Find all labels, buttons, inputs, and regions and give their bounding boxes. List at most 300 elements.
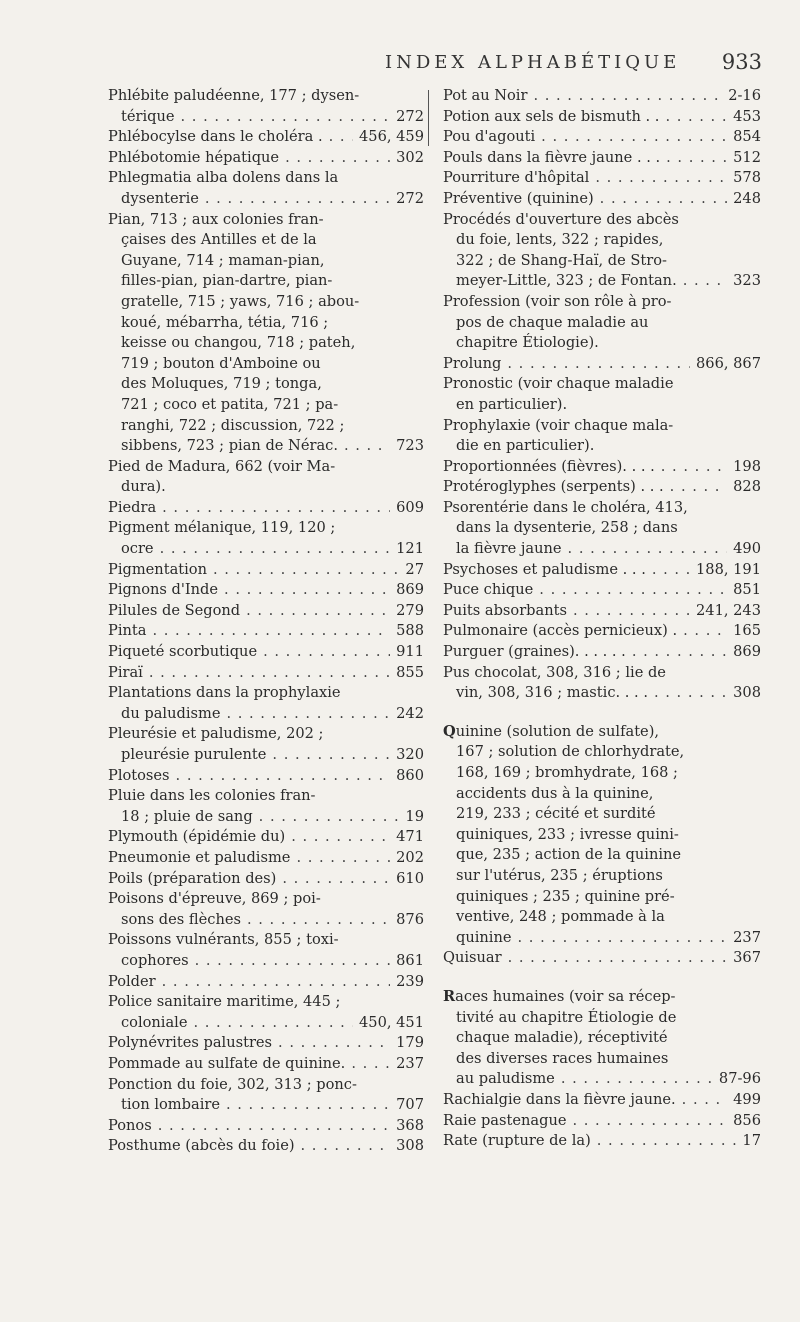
entry-text: cophores bbox=[121, 951, 189, 969]
entry-text: meyer-Little, 323 ; de Fontan. bbox=[456, 272, 677, 290]
entry-text: du paludisme bbox=[121, 704, 221, 722]
page-reference: 610 bbox=[396, 869, 424, 887]
entry-line bbox=[108, 292, 424, 313]
index-entry bbox=[108, 766, 424, 787]
entry-line bbox=[443, 1028, 761, 1049]
page-reference: 869 bbox=[733, 643, 761, 661]
entry-line bbox=[443, 928, 761, 949]
dot-leader bbox=[158, 1116, 390, 1137]
page-reference: 367 bbox=[733, 949, 761, 967]
page-reference: 876 bbox=[396, 910, 424, 928]
index-entry bbox=[443, 987, 761, 1090]
entry-line bbox=[108, 271, 424, 292]
dot-leader bbox=[176, 766, 391, 787]
entry-line bbox=[443, 271, 761, 292]
entry-line bbox=[108, 416, 424, 437]
dot-leader bbox=[670, 477, 727, 498]
dot-leader bbox=[160, 539, 391, 560]
dot-leader bbox=[351, 1054, 390, 1075]
entry-line bbox=[108, 889, 424, 910]
entry-text: Pommade au sulfate de quinine. bbox=[108, 1054, 346, 1072]
dot-leader bbox=[205, 189, 390, 210]
entry-text: 167 ; solution de chlorhydrate, bbox=[456, 743, 685, 761]
entry-line bbox=[443, 560, 761, 581]
index-entry bbox=[443, 86, 761, 107]
dot-leader bbox=[162, 972, 391, 993]
entry-line bbox=[443, 127, 761, 148]
entry-line bbox=[108, 848, 424, 869]
entry-text: Rachialgie dans la fièvre jaune. bbox=[443, 1090, 676, 1108]
entry-text: Phlébocylse dans le choléra . bbox=[108, 128, 323, 146]
entry-line bbox=[443, 395, 761, 416]
entry-text: Piqueté scorbutique bbox=[108, 643, 258, 661]
index-entry bbox=[443, 148, 761, 169]
entry-text: ocre bbox=[121, 540, 154, 558]
page-reference: 609 bbox=[396, 498, 424, 516]
entry-line bbox=[443, 436, 761, 457]
dot-leader bbox=[282, 869, 390, 890]
entry-text: Ponction du foie, 302, 313 ; ponc- bbox=[108, 1075, 357, 1093]
entry-text: Prolung bbox=[443, 354, 502, 372]
dot-leader bbox=[568, 539, 728, 560]
page-reference: 239 bbox=[396, 972, 424, 990]
entry-text: dura). bbox=[121, 478, 166, 496]
page-reference: 279 bbox=[396, 601, 424, 619]
entry-text: Pigmentation bbox=[108, 560, 207, 578]
entry-text: Polynévrites palustres bbox=[108, 1034, 273, 1052]
entry-line bbox=[108, 580, 424, 601]
index-entry bbox=[443, 601, 761, 622]
entry-line bbox=[443, 722, 761, 743]
index-entry bbox=[108, 457, 424, 498]
entry-line bbox=[443, 907, 761, 928]
dot-leader bbox=[572, 1111, 727, 1132]
entry-line bbox=[108, 601, 424, 622]
dot-leader bbox=[272, 745, 390, 766]
entry-line bbox=[108, 1095, 424, 1116]
entry-line bbox=[108, 477, 424, 498]
index-entry bbox=[443, 107, 761, 128]
entry-text: Pigment mélanique, 119, 120 ; bbox=[108, 519, 336, 537]
page-reference: 866, 867 bbox=[696, 354, 761, 372]
entry-text: Phlébotomie hépatique bbox=[108, 148, 280, 166]
index-entry bbox=[108, 168, 424, 209]
entry-line bbox=[108, 786, 424, 807]
index-entry bbox=[108, 1075, 424, 1116]
index-entry bbox=[443, 722, 761, 949]
index-entry bbox=[443, 663, 761, 704]
dot-leader bbox=[561, 1069, 713, 1090]
page-reference: 578 bbox=[733, 169, 761, 187]
entry-line bbox=[108, 704, 424, 725]
entry-text: Psorentérie dans le choléra, 413, bbox=[443, 498, 688, 516]
dot-leader bbox=[682, 1090, 727, 1111]
page-reference: 854 bbox=[733, 128, 761, 146]
index-entry bbox=[443, 1090, 761, 1111]
entry-text: die en particulier). bbox=[456, 437, 595, 455]
entry-text: accidents dus à la quinine, bbox=[456, 784, 654, 802]
dot-leader bbox=[296, 848, 390, 869]
entry-line bbox=[108, 951, 424, 972]
dot-leader bbox=[226, 704, 390, 725]
entry-line bbox=[443, 763, 761, 784]
entry-text: Procédés d'ouverture des abcès bbox=[443, 210, 679, 228]
entry-text: Police sanitaire maritime, 445 ; bbox=[108, 993, 341, 1011]
index-entry bbox=[108, 663, 424, 684]
index-entry bbox=[443, 1131, 761, 1152]
dot-leader bbox=[329, 127, 353, 148]
entry-text: Pneumonie et paludisme bbox=[108, 848, 291, 866]
dot-leader bbox=[291, 827, 390, 848]
entry-line bbox=[108, 436, 424, 457]
index-entry bbox=[108, 930, 424, 971]
entry-line bbox=[443, 580, 761, 601]
entry-line bbox=[443, 1008, 761, 1029]
entry-line bbox=[443, 887, 761, 908]
entry-line bbox=[108, 86, 424, 107]
entry-line bbox=[443, 1111, 761, 1132]
index-entry bbox=[108, 1116, 424, 1137]
index-entry bbox=[108, 827, 424, 848]
entry-line bbox=[443, 498, 761, 519]
entry-text: que, 235 ; action de la quinine bbox=[456, 846, 682, 864]
page-reference: 860 bbox=[396, 766, 424, 784]
page-reference: 456, 459 bbox=[359, 128, 424, 146]
entry-text: Pou d'agouti bbox=[443, 128, 536, 146]
dot-leader bbox=[213, 560, 399, 581]
dot-leader bbox=[301, 1136, 391, 1157]
dot-leader bbox=[508, 948, 728, 969]
dot-leader bbox=[665, 107, 727, 128]
page-reference: 188, 191 bbox=[696, 560, 761, 578]
entry-text: sur l'utérus, 235 ; éruptions bbox=[456, 866, 663, 884]
entry-text: çaises des Antilles et de la bbox=[121, 231, 317, 249]
dot-leader bbox=[597, 1131, 737, 1152]
dot-leader bbox=[195, 951, 391, 972]
entry-line bbox=[108, 1075, 424, 1096]
entry-line bbox=[443, 168, 761, 189]
entry-text: Piedra bbox=[108, 498, 157, 516]
index-entry bbox=[443, 189, 761, 210]
entry-line bbox=[443, 1131, 761, 1152]
entry-text: chapitre Étiologie). bbox=[456, 334, 599, 352]
entry-line bbox=[108, 807, 424, 828]
dot-leader bbox=[652, 560, 690, 581]
entry-line bbox=[108, 313, 424, 334]
dot-leader bbox=[246, 601, 390, 622]
entry-line bbox=[108, 621, 424, 642]
page-reference: 198 bbox=[733, 457, 761, 475]
page-reference: 499 bbox=[733, 1090, 761, 1108]
entry-text: Pouls dans la fièvre jaune . . . bbox=[443, 148, 661, 166]
running-title: INDEX ALPHABÉTIQUE bbox=[385, 52, 681, 73]
index-entry bbox=[108, 560, 424, 581]
entry-line bbox=[108, 1033, 424, 1054]
entry-line bbox=[443, 374, 761, 395]
index-entry bbox=[108, 148, 424, 169]
letter-section-gap bbox=[443, 969, 761, 987]
entry-text: Pian, 713 ; aux colonies fran- bbox=[108, 210, 324, 228]
index-entry bbox=[443, 457, 761, 478]
entry-line bbox=[443, 1049, 761, 1070]
page-header bbox=[385, 52, 762, 82]
dot-leader bbox=[683, 621, 727, 642]
entry-line bbox=[108, 1013, 424, 1034]
dot-leader bbox=[181, 107, 391, 128]
page-reference: 121 bbox=[396, 540, 424, 558]
entry-text: 219, 233 ; cécité et surdité bbox=[456, 805, 656, 823]
entry-text: 721 ; coco et patita, 721 ; pa- bbox=[121, 395, 339, 413]
page-reference: 19 bbox=[405, 807, 424, 825]
entry-line bbox=[108, 127, 424, 148]
entry-line bbox=[108, 498, 424, 519]
entry-line bbox=[108, 642, 424, 663]
entry-text: Pus chocolat, 308, 316 ; lie de bbox=[443, 663, 666, 681]
dot-leader bbox=[666, 148, 727, 169]
entry-line bbox=[443, 354, 761, 375]
entry-line bbox=[443, 292, 761, 313]
index-entry bbox=[108, 724, 424, 765]
index-entry bbox=[443, 621, 761, 642]
entry-line bbox=[108, 374, 424, 395]
entry-text: Phlegmatia alba dolens dans la bbox=[108, 169, 339, 187]
page-reference: 2-16 bbox=[728, 87, 761, 104]
entry-text: Potion aux sels de bismuth . . bbox=[443, 107, 660, 125]
index-entry bbox=[443, 1111, 761, 1132]
entry-line bbox=[108, 251, 424, 272]
entry-line bbox=[443, 477, 761, 498]
entry-text: en particulier). bbox=[456, 395, 568, 413]
entry-text: Plymouth (épidémie du) bbox=[108, 828, 286, 846]
entry-text: au paludisme bbox=[456, 1070, 555, 1088]
entry-text: Poisons d'épreuve, 869 ; poi- bbox=[108, 890, 321, 908]
entry-text: gratelle, 715 ; yaws, 716 ; abou- bbox=[121, 292, 360, 310]
dot-leader bbox=[226, 1095, 390, 1116]
page-reference: 248 bbox=[733, 189, 761, 207]
entry-line bbox=[443, 804, 761, 825]
page-reference: 87-96 bbox=[718, 1070, 761, 1088]
page-reference: 237 bbox=[396, 1054, 424, 1072]
entry-text: ventive, 248 ; pommade à la bbox=[456, 908, 665, 926]
index-entry bbox=[443, 127, 761, 148]
entry-text: Pleurésie et paludisme, 202 ; bbox=[108, 725, 324, 743]
entry-text: 168, 169 ; bromhydrate, 168 ; bbox=[456, 764, 678, 781]
entry-line bbox=[443, 539, 761, 560]
entry-line bbox=[443, 1069, 761, 1090]
entry-text: sibbens, 723 ; pian de Nérac. bbox=[121, 437, 338, 455]
entry-text: Pinta bbox=[108, 622, 147, 640]
dot-leader bbox=[600, 189, 727, 210]
entry-text: Puits absorbants bbox=[443, 601, 567, 619]
entry-line bbox=[443, 416, 761, 437]
column-divider bbox=[428, 90, 429, 146]
page-reference: 855 bbox=[396, 663, 424, 681]
page-reference: 320 bbox=[396, 746, 424, 763]
entry-text: Pronostic (voir chaque maladie bbox=[443, 375, 674, 393]
entry-text: Plantations dans la prophylaxie bbox=[108, 684, 341, 702]
entry-text: quinine bbox=[456, 928, 512, 946]
entry-text: 322 ; de Shang-Haï, de Stro- bbox=[456, 251, 667, 269]
entry-line bbox=[443, 663, 761, 684]
index-entry bbox=[108, 848, 424, 869]
entry-line bbox=[108, 663, 424, 684]
page-reference: 588 bbox=[396, 622, 424, 640]
index-entry bbox=[108, 683, 424, 724]
entry-line bbox=[443, 642, 761, 663]
entry-text: Poils (préparation des) bbox=[108, 869, 277, 887]
dot-leader bbox=[193, 1013, 353, 1034]
dot-leader bbox=[661, 457, 727, 478]
dot-leader bbox=[541, 127, 727, 148]
page-reference: 272 bbox=[396, 107, 424, 125]
entry-text: Protéroglyphes (serpents) . . . bbox=[443, 478, 664, 496]
index-entry bbox=[443, 354, 761, 375]
index-entry bbox=[108, 86, 424, 127]
entry-line bbox=[443, 621, 761, 642]
entry-text: Plotoses bbox=[108, 766, 170, 784]
entry-text: Phlébite paludéenne, 177 ; dysen- bbox=[108, 87, 360, 104]
dot-leader bbox=[263, 642, 390, 663]
page-reference: 308 bbox=[396, 1137, 424, 1155]
index-entry bbox=[108, 869, 424, 890]
index-entry bbox=[443, 416, 761, 457]
entry-line bbox=[443, 210, 761, 231]
entry-line bbox=[443, 845, 761, 866]
index-entry bbox=[108, 786, 424, 827]
dot-leader bbox=[533, 86, 722, 107]
entry-text: 719 ; bouton d'Amboine ou bbox=[121, 354, 321, 372]
entry-line bbox=[443, 601, 761, 622]
entry-text: Pourriture d'hôpital bbox=[443, 169, 590, 187]
entry-line bbox=[108, 910, 424, 931]
index-entry bbox=[108, 972, 424, 993]
index-entry bbox=[108, 580, 424, 601]
dot-leader bbox=[654, 683, 727, 704]
entry-line bbox=[108, 930, 424, 951]
entry-line bbox=[108, 210, 424, 231]
entry-text: Guyane, 714 ; maman-pian, bbox=[121, 251, 325, 269]
page-reference: 302 bbox=[396, 148, 424, 166]
entry-text: Races humaines (voir sa récep- bbox=[443, 987, 676, 1005]
index-entry bbox=[443, 642, 761, 663]
entry-line bbox=[108, 827, 424, 848]
entry-text: Psychoses et paludisme . . . bbox=[443, 560, 646, 578]
index-entry bbox=[443, 560, 761, 581]
index-entry bbox=[108, 210, 424, 457]
entry-line bbox=[443, 107, 761, 128]
index-entry bbox=[108, 601, 424, 622]
index-column-left bbox=[108, 86, 424, 1157]
entry-text: la fièvre jaune bbox=[456, 540, 562, 558]
letter-section-gap bbox=[443, 704, 761, 722]
page-reference: 851 bbox=[733, 581, 761, 599]
page-reference: 237 bbox=[733, 928, 761, 946]
page-reference: 911 bbox=[396, 643, 424, 661]
dot-leader bbox=[149, 663, 390, 684]
entry-line bbox=[108, 683, 424, 704]
entry-text: Préventive (quinine) bbox=[443, 189, 594, 207]
entry-line bbox=[108, 168, 424, 189]
index-entry bbox=[443, 948, 761, 969]
entry-text: Quisuar bbox=[443, 949, 502, 967]
dot-leader bbox=[683, 271, 727, 292]
page-reference: 453 bbox=[733, 107, 761, 125]
dot-leader bbox=[224, 580, 390, 601]
page-reference: 368 bbox=[396, 1116, 424, 1134]
entry-text: du foie, lents, 322 ; rapides, bbox=[456, 231, 664, 249]
index-entry bbox=[108, 498, 424, 519]
entry-line bbox=[443, 987, 761, 1008]
entry-text: tion lombaire bbox=[121, 1096, 220, 1114]
index-entry bbox=[108, 518, 424, 559]
entry-text: térique bbox=[121, 107, 175, 125]
entry-text: quiniques ; 235 ; quinine pré- bbox=[456, 887, 675, 905]
dot-leader bbox=[344, 436, 390, 457]
page-reference: 242 bbox=[396, 704, 424, 722]
dot-leader bbox=[539, 580, 727, 601]
entry-line bbox=[108, 539, 424, 560]
entry-text: Proportionnées (fièvres). . . . bbox=[443, 457, 655, 475]
entry-line bbox=[443, 683, 761, 704]
entry-text: des diverses races humaines bbox=[456, 1049, 669, 1067]
entry-text: sons des flèches bbox=[121, 910, 241, 928]
entry-text: filles-pian, pian-dartre, pian- bbox=[121, 272, 333, 290]
entry-line bbox=[443, 251, 761, 272]
entry-line bbox=[108, 395, 424, 416]
index-entry bbox=[108, 642, 424, 663]
entry-line bbox=[108, 148, 424, 169]
page-reference: 27 bbox=[405, 560, 424, 578]
entry-line bbox=[108, 333, 424, 354]
entry-text: Quinine (solution de sulfate), bbox=[443, 722, 660, 740]
entry-text: Raie pastenague bbox=[443, 1111, 567, 1129]
entry-text: Pluie dans les colonies fran- bbox=[108, 787, 316, 805]
dot-leader bbox=[518, 928, 728, 949]
entry-line bbox=[108, 107, 424, 128]
entry-line bbox=[443, 825, 761, 846]
dot-leader bbox=[152, 621, 390, 642]
dot-leader bbox=[278, 1033, 390, 1054]
dot-leader bbox=[632, 642, 727, 663]
entry-line bbox=[443, 784, 761, 805]
entry-text: Purguer (graines). . . . . . bbox=[443, 643, 626, 661]
index-entry bbox=[108, 1033, 424, 1054]
page-reference: 490 bbox=[733, 540, 761, 558]
index-entry bbox=[108, 621, 424, 642]
entry-text: Piraï bbox=[108, 663, 143, 681]
page-reference: 861 bbox=[396, 951, 424, 969]
entry-text: keisse ou changou, 718 ; pateh, bbox=[121, 334, 356, 352]
entry-line bbox=[108, 1054, 424, 1075]
index-entry bbox=[108, 1054, 424, 1075]
entry-text: des Moluques, 719 ; tonga, bbox=[121, 375, 322, 393]
entry-text: coloniale bbox=[121, 1013, 188, 1031]
index-column-right bbox=[443, 86, 761, 1152]
index-entry bbox=[108, 889, 424, 930]
dot-leader bbox=[573, 601, 690, 622]
entry-text: dans la dysenterie, 258 ; dans bbox=[456, 519, 678, 537]
entry-text: Pulmonaire (accès pernicieux) . bbox=[443, 622, 678, 640]
entry-line bbox=[108, 869, 424, 890]
entry-line bbox=[108, 766, 424, 787]
index-entry bbox=[108, 1136, 424, 1157]
index-entry bbox=[443, 374, 761, 415]
entry-text: Profession (voir son rôle à pro- bbox=[443, 292, 672, 310]
entry-text: quiniques, 233 ; ivresse quini- bbox=[456, 825, 679, 843]
entry-line bbox=[108, 518, 424, 539]
entry-line bbox=[443, 866, 761, 887]
entry-line bbox=[108, 230, 424, 251]
